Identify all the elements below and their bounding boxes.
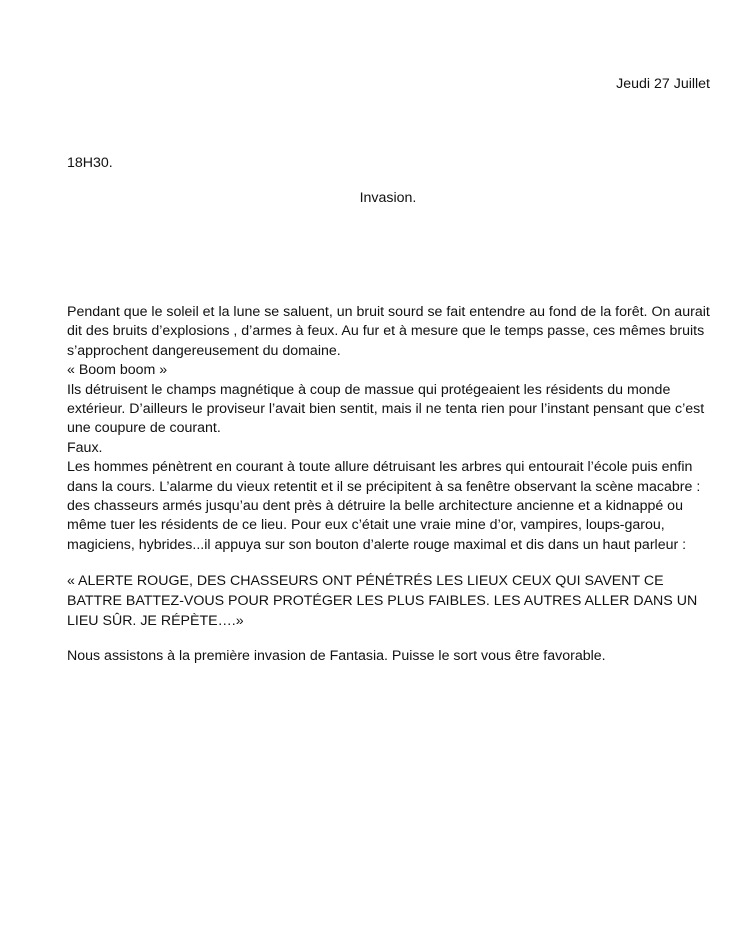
story-body xyxy=(67,303,715,555)
alert-message: « ALERTE ROUGE, DES CHASSEURS ONT PÉNÉTRÉS LES LIEUX CEUX QUI SAVENT CE BATTRE BATTEZ-VOUS POUR PROTÉGER LES PLUS FAIBLES. LES AUTRES ALLER DANS UN LIEU SÛR. JE RÉPÈTE….» xyxy=(67,573,698,629)
paragraph-sound: « Boom boom » xyxy=(67,362,168,379)
document-time: 18H30. xyxy=(67,155,113,171)
paragraph-attack: Les hommes pénètrent en courant à toute allure détruisant les arbres qui entourait l’école puis enfin dans la cours. L’alarme du vieux retentit et il se précipitent à sa fenêtre observant la scène macabre : des chasseurs armés jusqu’au dent près à détruire la belle architecture ancienne et a kidnappé ou même tuer les résidents de ce lieu. Pour eux c’était une vraie mine d’or, vampires, loups-garou, magiciens, hybrides...il appuya sur son bouton d’alerte rouge maximal et dis dans un haut parleur : xyxy=(67,459,701,553)
document-date: Jeudi 27 Juillet xyxy=(616,76,710,92)
paragraph-faux: Faux. xyxy=(67,439,103,456)
document-title: Invasion. xyxy=(359,190,417,206)
paragraph-shield: Ils détruisent le champs magnétique à coup de massue qui protégeaient les résidents du monde extérieur. D’ailleurs le proviseur l’avait bien sentit, mais il ne tenta rien pour l’instant pensant que c’est une coupure de courant. xyxy=(67,381,705,437)
paragraph-intro: Pendant que le soleil et la lune se saluent, un bruit sourd se fait entendre au fond de la forêt. On aurait dit des bruits d’explosions , d’armes à feux. Au fur et à mesure que le temps passe, ces mêmes bruits s’approchent dangereusement du domaine. xyxy=(67,304,710,359)
closing-paragraph: Nous assistons à la première invasion de Fantasia. Puisse le sort vous être favorable. xyxy=(67,648,606,664)
